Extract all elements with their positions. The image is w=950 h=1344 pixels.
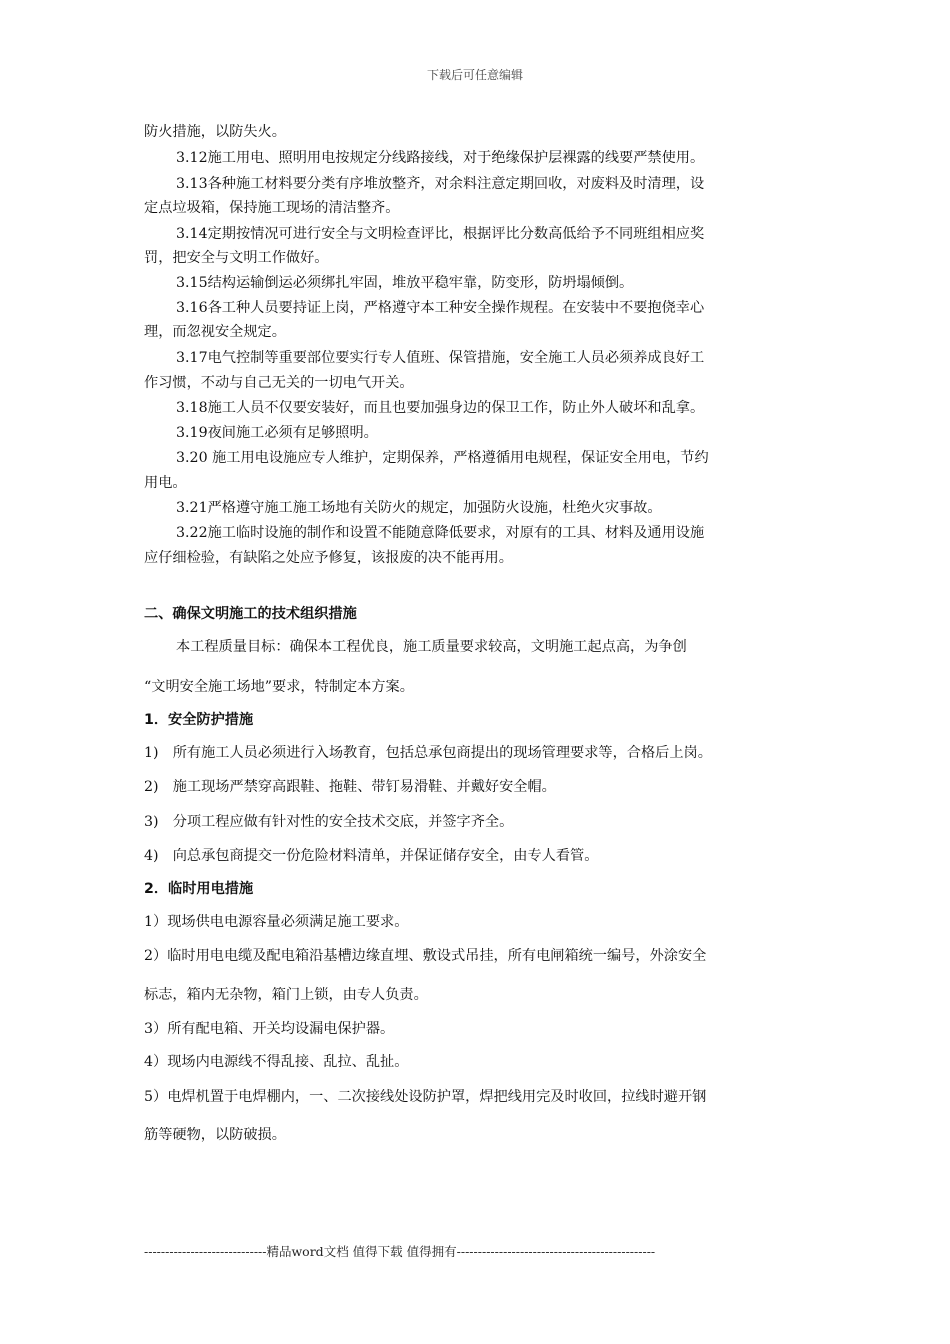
body-line: 理，而忽视安全规定。 bbox=[144, 324, 286, 340]
body-line: 3.21严格遵守施工施工场地有关防火的规定，加强防火设施，杜绝火灾事故。 bbox=[176, 500, 662, 516]
list-item: 3）所有配电箱、开关均设漏电保护器。 bbox=[144, 1021, 395, 1037]
subsection-heading: 1．安全防护措施 bbox=[144, 712, 254, 728]
body-line: 3.14定期按情况可进行安全与文明检查评比，根据评比分数高低给予不同班组相应奖 bbox=[176, 226, 705, 242]
list-item: 标志，箱内无杂物，箱门上锁，由专人负责。 bbox=[144, 987, 428, 1003]
page-footer: -----------------------------精品word文档 值得下载 值得拥有----------------------------------------------- bbox=[144, 1244, 656, 1259]
body-line: 3.16各工种人员要持证上岗，严格遵守本工种安全操作规程。在安装中不要抱侥幸心 bbox=[176, 300, 705, 316]
body-line: 3.17电气控制等重要部位要实行专人值班、保管措施，安全施工人员必须养成良好工 bbox=[176, 350, 705, 366]
body-line: 应仔细检验，有缺陷之处应予修复，该报废的决不能再用。 bbox=[144, 550, 513, 566]
body-line: 3.18施工人员不仅要安装好，而且也要加强身边的保卫工作，防止外人破坏和乱拿。 bbox=[176, 400, 705, 416]
list-item: 3) 分项工程应做有针对性的安全技术交底，并签字齐全。 bbox=[144, 814, 514, 830]
list-item: 1）现场供电电源容量必须满足施工要求。 bbox=[144, 914, 409, 930]
list-item: 4) 向总承包商提交一份危险材料清单，并保证储存安全，由专人看管。 bbox=[144, 848, 599, 864]
page-header-note: 下载后可任意编辑 bbox=[426, 68, 523, 82]
list-item: 5）电焊机置于电焊棚内，一、二次接线处设防护罩，焊把线用完及时收回，拉线时避开钢 bbox=[144, 1089, 707, 1105]
body-line: 3.22施工临时设施的制作和设置不能随意降低要求，对原有的工具、材料及通用设施 bbox=[176, 525, 705, 541]
body-line: 防火措施，以防失火。 bbox=[144, 124, 286, 140]
list-item: 4）现场内电源线不得乱接、乱拉、乱扯。 bbox=[144, 1054, 409, 1070]
list-item: 2) 施工现场严禁穿高跟鞋、拖鞋、带钉易滑鞋、并戴好安全帽。 bbox=[144, 779, 556, 795]
list-item: 2）临时用电电缆及配电箱沿基槽边缘直埋、敷设式吊挂，所有电闸箱统一编号，外涂安全 bbox=[144, 948, 707, 964]
intro-line: “文明安全施工场地”要求，特制定本方案。 bbox=[144, 679, 414, 695]
body-line: 3.13各种施工材料要分类有序堆放整齐，对余料注意定期回收，对废料及时清理，设 bbox=[176, 176, 705, 192]
list-item: 1) 所有施工人员必须进行入场教育，包括总承包商提出的现场管理要求等，合格后上岗。 bbox=[144, 745, 712, 761]
subsection-heading: 2．临时用电措施 bbox=[144, 881, 254, 897]
body-line: 作习惯，不动与自己无关的一切电气开关。 bbox=[144, 375, 414, 391]
body-line: 用电。 bbox=[144, 475, 187, 491]
body-line: 3.15结构运输倒运必须绑扎牢固，堆放平稳牢靠，防变形，防坍塌倾倒。 bbox=[176, 275, 634, 291]
list-item: 筋等硬物，以防破损。 bbox=[144, 1127, 286, 1143]
body-line: 3.20 施工用电设施应专人维护，定期保养，严格遵循用电规程，保证安全用电，节约 bbox=[176, 450, 709, 466]
body-line: 定点垃圾箱，保持施工现场的清洁整齐。 bbox=[144, 200, 400, 216]
body-line: 3.12施工用电、照明用电按规定分线路接线，对于绝缘保护层裸露的线要严禁使用。 bbox=[176, 150, 705, 166]
intro-line: 本工程质量目标：确保本工程优良，施工质量要求较高，文明施工起点高，为争创 bbox=[176, 639, 687, 655]
body-line: 罚，把安全与文明工作做好。 bbox=[144, 250, 329, 266]
body-line: 3.19夜间施工必须有足够照明。 bbox=[176, 425, 378, 441]
section-heading: 二、确保文明施工的技术组织措施 bbox=[144, 606, 357, 622]
